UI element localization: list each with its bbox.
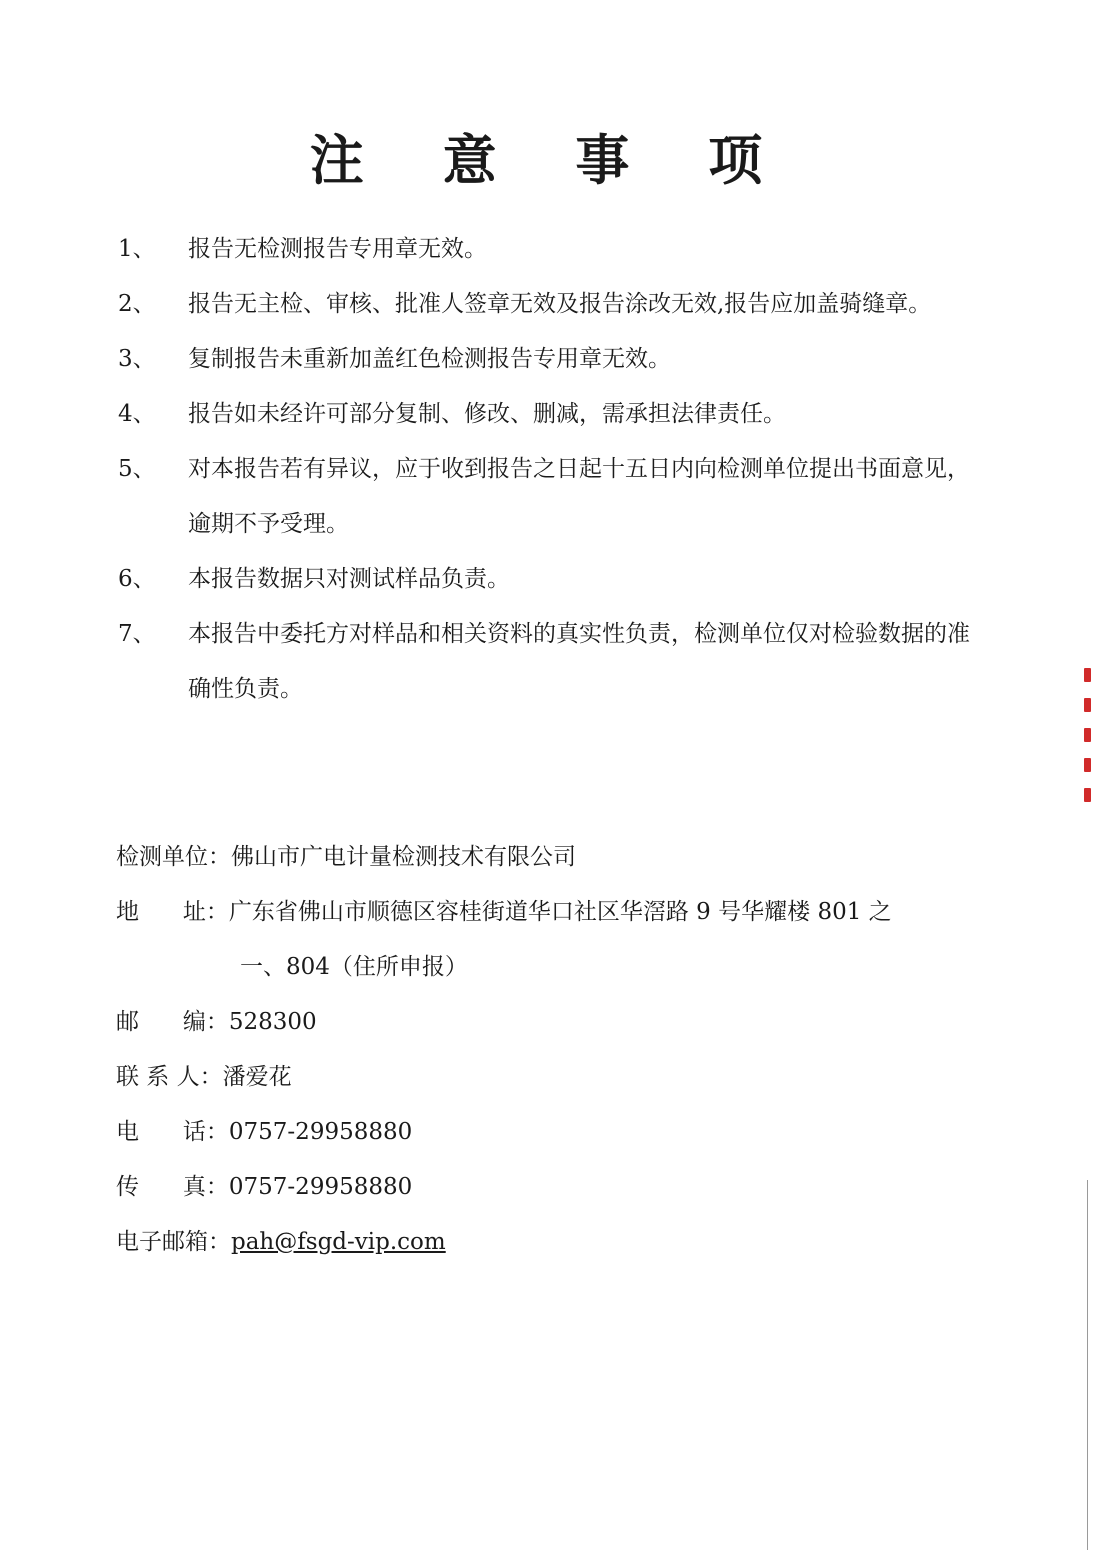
notice-number: 6、 bbox=[118, 566, 156, 592]
notice-number: 2、 bbox=[118, 291, 156, 317]
org-value: 佛山市广电计量检测技术有限公司 bbox=[231, 844, 576, 870]
notice-item bbox=[118, 387, 978, 442]
contact-address-row bbox=[116, 885, 976, 940]
notice-number: 7、 bbox=[118, 621, 156, 647]
email-link[interactable]: pah@fsgd-vip.com bbox=[231, 1229, 446, 1255]
contact-phone-row bbox=[116, 1105, 976, 1160]
phone-value: 0757-29958880 bbox=[228, 1119, 413, 1145]
fax-value: 0757-29958880 bbox=[228, 1174, 413, 1200]
person-value: 潘爱花 bbox=[222, 1064, 292, 1090]
notice-item bbox=[118, 607, 978, 717]
zip-label: 邮 编： bbox=[116, 1009, 229, 1035]
notice-text: 对本报告若有异议，应于收到报告之日起十五日内向检测单位提出书面意见，逾期不予受理。 bbox=[188, 456, 970, 537]
contact-zip-row bbox=[116, 995, 976, 1050]
notice-item bbox=[118, 552, 978, 607]
seam-stamp-icon bbox=[1084, 668, 1094, 828]
address-label: 地 址： bbox=[116, 899, 229, 925]
notice-item bbox=[118, 277, 978, 332]
email-label: 电子邮箱： bbox=[116, 1229, 231, 1255]
page-edge-divider bbox=[1087, 1180, 1088, 1550]
notice-item bbox=[118, 222, 978, 277]
notice-item bbox=[118, 332, 978, 387]
notice-text: 复制报告未重新加盖红色检测报告专用章无效。 bbox=[188, 346, 671, 372]
notice-list bbox=[118, 222, 978, 717]
page-title: 注 意 事 项 bbox=[309, 128, 793, 192]
contact-org-row bbox=[116, 830, 976, 885]
contact-email-row bbox=[116, 1215, 976, 1270]
contact-person-row bbox=[116, 1050, 976, 1105]
notice-number: 3、 bbox=[118, 346, 156, 372]
notice-number: 1、 bbox=[118, 236, 156, 262]
notice-text: 报告无主检、审核、批准人签章无效及报告涂改无效,报告应加盖骑缝章。 bbox=[188, 291, 932, 317]
notice-number: 4、 bbox=[118, 401, 156, 427]
contact-block bbox=[116, 830, 976, 1270]
address-value-continued: 一、804（住所申报） bbox=[240, 954, 468, 980]
notice-text: 本报告中委托方对样品和相关资料的真实性负责，检测单位仅对检验数据的准确性负责。 bbox=[188, 621, 970, 702]
address-value: 广东省佛山市顺德区容桂街道华口社区华滘路 9 号华耀楼 801 之 bbox=[228, 899, 892, 925]
org-label: 检测单位： bbox=[116, 844, 231, 870]
notice-number: 5、 bbox=[118, 456, 156, 482]
notice-text: 报告如未经许可部分复制、修改、删减，需承担法律责任。 bbox=[188, 401, 786, 427]
fax-label: 传 真： bbox=[116, 1174, 229, 1200]
person-label: 联 系 人： bbox=[116, 1064, 223, 1090]
zip-value: 528300 bbox=[228, 1009, 317, 1035]
contact-fax-row bbox=[116, 1160, 976, 1215]
notice-text: 本报告数据只对测试样品负责。 bbox=[188, 566, 510, 592]
notice-text: 报告无检测报告专用章无效。 bbox=[188, 236, 487, 262]
phone-label: 电 话： bbox=[116, 1119, 229, 1145]
notice-item bbox=[118, 442, 978, 552]
